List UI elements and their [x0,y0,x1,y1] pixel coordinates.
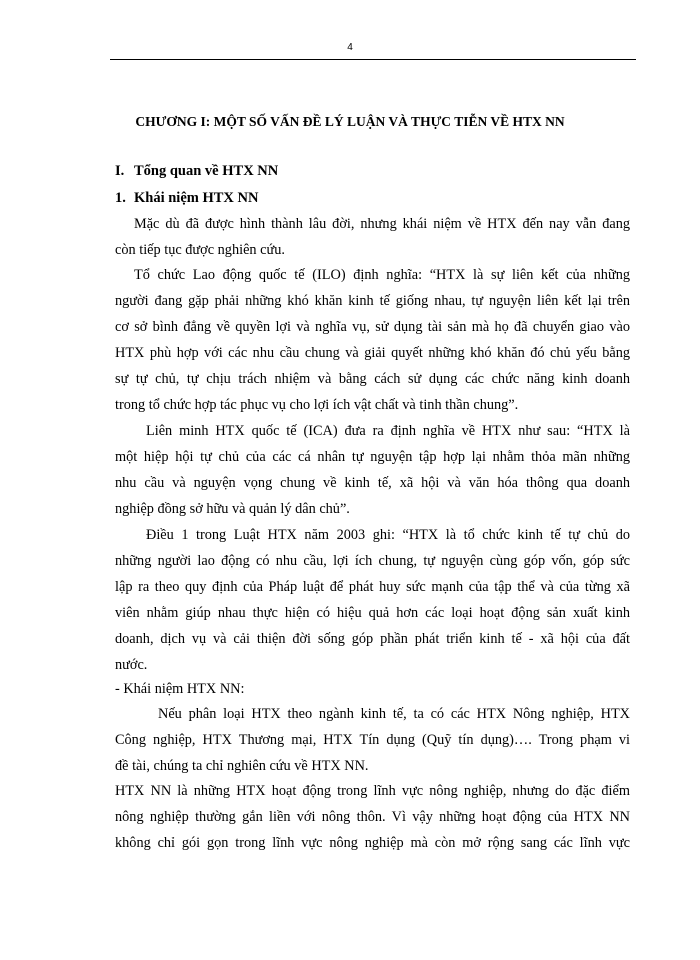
body-line: một hiệp hội tự chủ của các cá nhân tự nguyện tập hợp lại nhằm thỏa mãn những [115,449,630,465]
body-line: lập ra theo quy định của Pháp luật để phát huy sức mạnh của tập thể và của từng xã [115,579,630,595]
section-number: I. [115,163,125,179]
subsection-number: 1. [115,190,126,206]
body-line: trong tổ chức hợp tác phục vụ cho lợi ích vật chất và tinh thần chung”. [115,397,519,413]
chapter-title: CHƯƠNG I: MỘT SỐ VẤN ĐỀ LÝ LUẬN VÀ THỰC TIỄN VỀ HTX NN [135,114,565,129]
body-line: nhu cầu và nguyện vọng chung về kinh tế, xã hội và văn hóa thông qua doanh [115,475,630,491]
body-line: những người lao động có nhu cầu, lợi ích chung, tự nguyện cùng góp vốn, góp sức [115,553,630,569]
body-line: Mặc dù đã được hình thành lâu đời, nhưng khái niệm về HTX đến nay vẫn đang [134,216,630,232]
body-line: Tổ chức Lao động quốc tế (ILO) định nghĩa: “HTX là sự liên kết của những [134,267,630,283]
body-line: không chỉ gói gọn trong lĩnh vực nông nghiệp mà còn mở rộng sang các lĩnh vực [115,835,630,851]
body-line: còn tiếp tục được nghiên cứu. [115,242,285,258]
page-number: 4 [347,42,353,53]
body-line: nước. [115,657,148,673]
body-line: người đang gặp phải những khó khăn kinh tế giống nhau, tự nguyện liên kết lại trên [115,293,630,309]
section-heading [115,163,278,180]
subsection-title: Khái niệm HTX NN [134,190,259,206]
body-line: nông nghiệp thường gắn liền với nông thôn. Vì vậy những hoạt động của HTX NN [115,809,630,825]
body-line: HTX NN là những HTX hoạt động trong lĩnh vực nông nghiệp, nhưng do đặc điểm [115,783,630,799]
header-rule [110,59,636,60]
body-line: Nếu phân loại HTX theo ngành kinh tế, ta có các HTX Nông nghiệp, HTX [158,706,630,722]
body-line: cơ sở bình đẳng về quyền lợi và nghĩa vụ, sử dụng tài sản mà họ đã chuyển giao vào [115,319,630,335]
body-line: Điều 1 trong Luật HTX năm 2003 ghi: “HTX là tổ chức kinh tế tự chủ do [146,527,630,543]
section-title: Tổng quan về HTX NN [134,163,279,179]
body-line: sự tự chủ, tự chịu trách nhiệm và bằng cách sử dụng các chức năng kinh doanh [115,371,630,387]
body-line: đề tài, chúng ta chỉ nghiên cứu về HTX NN. [115,758,369,774]
body-line: Liên minh HTX quốc tế (ICA) đưa ra định nghĩa về HTX như sau: “HTX là [146,423,630,439]
subsection-heading [115,190,258,207]
body-line: doanh, dịch vụ và cải thiện đời sống góp phần phát triển kinh tế - xã hội của đất [115,631,630,647]
body-line: HTX phù hợp với các nhu cầu chung và giải quyết những khó khăn đó chủ yếu bằng [115,345,630,361]
body-line: viên nhằm giúp nhau thực hiện có hiệu quả hơn các loại hoạt động sản xuất kinh [115,605,630,621]
body-line: - Khái niệm HTX NN: [115,681,245,697]
body-line: Công nghiệp, HTX Thương mại, HTX Tín dụng (Quỹ tín dụng)…. Trong phạm vi [115,732,630,748]
body-line: nghiệp đồng sở hữu và quản lý dân chủ”. [115,501,350,517]
